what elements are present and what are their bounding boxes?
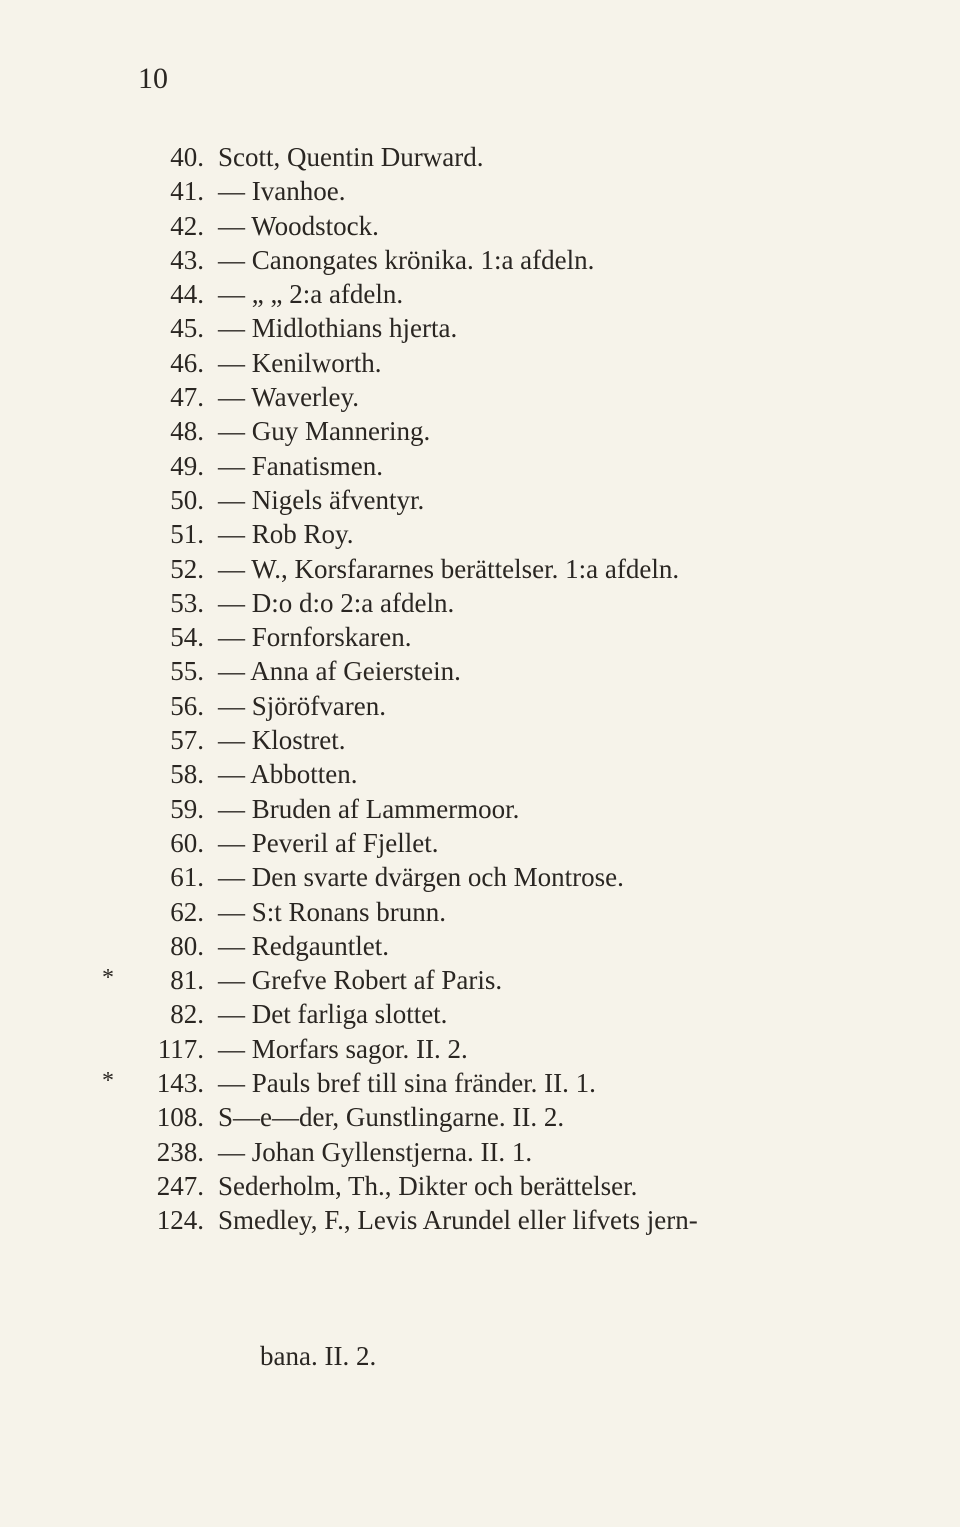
entry-number: 46. [170, 347, 204, 378]
entry-continuation: bana. II. 2. [260, 1341, 377, 1371]
entry-number: 51. [170, 519, 204, 550]
entry-title: — Anna af Geierstein. [218, 656, 461, 687]
entry-number: 54. [170, 622, 204, 653]
catalog-entry [0, 1203, 960, 1237]
asterisk-mark: * [102, 1068, 114, 1095]
page-number: 10 [138, 62, 168, 95]
catalog-entry [0, 414, 960, 448]
entry-number: 49. [170, 450, 204, 481]
entry-number: 41. [170, 176, 204, 207]
entry-number: 43. [170, 244, 204, 275]
catalog-entry [0, 209, 960, 243]
entry-title: — Rob Roy. [218, 519, 354, 550]
entry-title: — Sjöröfvaren. [218, 690, 386, 721]
catalog-entry [0, 723, 960, 757]
entry-number: 40. [170, 142, 204, 172]
entry-title: — W., Korsfararnes berättelser. 1:a afdeln. [218, 553, 680, 584]
entry-number: 61. [170, 862, 204, 893]
entry-number: 117. [157, 1033, 204, 1064]
catalog-entry [0, 140, 960, 174]
catalog-entry [0, 311, 960, 345]
catalog-entry [0, 1100, 960, 1134]
catalog-list [0, 140, 960, 1238]
entry-number: 124. [156, 1205, 204, 1236]
catalog-entry [0, 654, 960, 688]
entry-number: 238. [156, 1136, 204, 1167]
catalog-entry [0, 174, 960, 208]
catalog-entry [0, 1169, 960, 1203]
entry-number: 81. [170, 965, 204, 996]
entry-number: 45. [170, 313, 204, 344]
entry-title: — Johan Gyllenstjerna. II. 1. [218, 1136, 533, 1167]
catalog-entry [0, 1032, 960, 1066]
entry-number: 143. [156, 1068, 204, 1099]
entry-number: 56. [170, 690, 204, 721]
entry-title: — Abbotten. [218, 759, 358, 790]
catalog-entry [0, 483, 960, 517]
entry-title: — Canongates krönika. 1:a afdeln. [218, 244, 595, 275]
entry-title: — Pauls bref till sina fränder. II. 1. [218, 1068, 596, 1099]
entry-number: 247. [156, 1170, 204, 1201]
catalog-entry [0, 895, 960, 929]
entry-title: — Den svarte dvärgen och Montrose. [218, 862, 624, 893]
entry-title: — Midlothians hjerta. [218, 313, 458, 344]
entry-number: 53. [170, 587, 204, 618]
entry-number: 44. [170, 279, 204, 310]
entry-number: 108. [156, 1102, 204, 1133]
catalog-entry [0, 757, 960, 791]
catalog-entry [0, 860, 960, 894]
entry-number: 42. [170, 210, 204, 241]
entry-title: — Bruden af Lammermoor. [218, 793, 520, 824]
catalog-entry [0, 277, 960, 311]
entry-title: — Det farliga slottet. [218, 999, 448, 1030]
catalog-entry [0, 620, 960, 654]
entry-title: — Waverley. [218, 382, 360, 413]
entry-title: — Grefve Robert af Paris. [218, 965, 503, 996]
entry-title: — Peveril af Fjellet. [218, 827, 439, 858]
catalog-entry [0, 1066, 960, 1100]
entry-title: — Fornforskaren. [218, 622, 412, 653]
catalog-entry [0, 380, 960, 414]
catalog-entry [0, 997, 960, 1031]
catalog-entry [0, 1135, 960, 1169]
entry-title: — Morfars sagor. II. 2. [218, 1033, 468, 1064]
entry-title: — Kenilworth. [218, 347, 382, 378]
catalog-entry [0, 929, 960, 963]
entry-number: 50. [170, 484, 204, 515]
entry-number: 60. [170, 827, 204, 858]
catalog-entry [0, 449, 960, 483]
catalog-entry [0, 517, 960, 551]
catalog-entry [0, 689, 960, 723]
entry-title: — „ „ 2:a afdeln. [218, 279, 404, 310]
catalog-entry [0, 826, 960, 860]
catalog-entry [0, 963, 960, 997]
entry-number: 57. [170, 725, 204, 756]
entry-title: Scott, Quentin Durward. [218, 142, 484, 172]
entry-title: S—e—der, Gunstlingarne. II. 2. [218, 1102, 565, 1133]
entry-title: Sederholm, Th., Dikter och berättelser. [218, 1170, 638, 1201]
entry-title: — Ivanhoe. [218, 176, 346, 207]
entry-title: — Guy Mannering. [218, 416, 431, 447]
entry-title: — Redgauntlet. [218, 930, 389, 961]
entry-title: Smedley, F., Levis Arundel eller lifvets jern- [218, 1205, 698, 1236]
entry-title: — Nigels äfventyr. [218, 484, 425, 515]
entry-number: 82. [170, 999, 204, 1030]
entry-number: 59. [170, 793, 204, 824]
entry-title: — Klostret. [218, 725, 346, 756]
entry-number: 58. [170, 759, 204, 790]
entry-number: 80. [170, 930, 204, 961]
entry-number: 48. [170, 416, 204, 447]
entry-title: — Woodstock. [218, 210, 379, 241]
catalog-entry [0, 552, 960, 586]
entry-number: 55. [170, 656, 204, 687]
entry-number: 47. [170, 382, 204, 413]
entry-number: 52. [170, 553, 204, 584]
entry-title: — Fanatismen. [218, 450, 383, 481]
catalog-entry [0, 792, 960, 826]
asterisk-mark: * [102, 965, 114, 992]
entry-number: 62. [170, 896, 204, 927]
entry-title: — D:o d:o 2:a afdeln. [218, 587, 455, 618]
catalog-entry [0, 243, 960, 277]
catalog-entry [0, 346, 960, 380]
catalog-entry [0, 586, 960, 620]
entry-title: — S:t Ronans brunn. [218, 896, 447, 927]
